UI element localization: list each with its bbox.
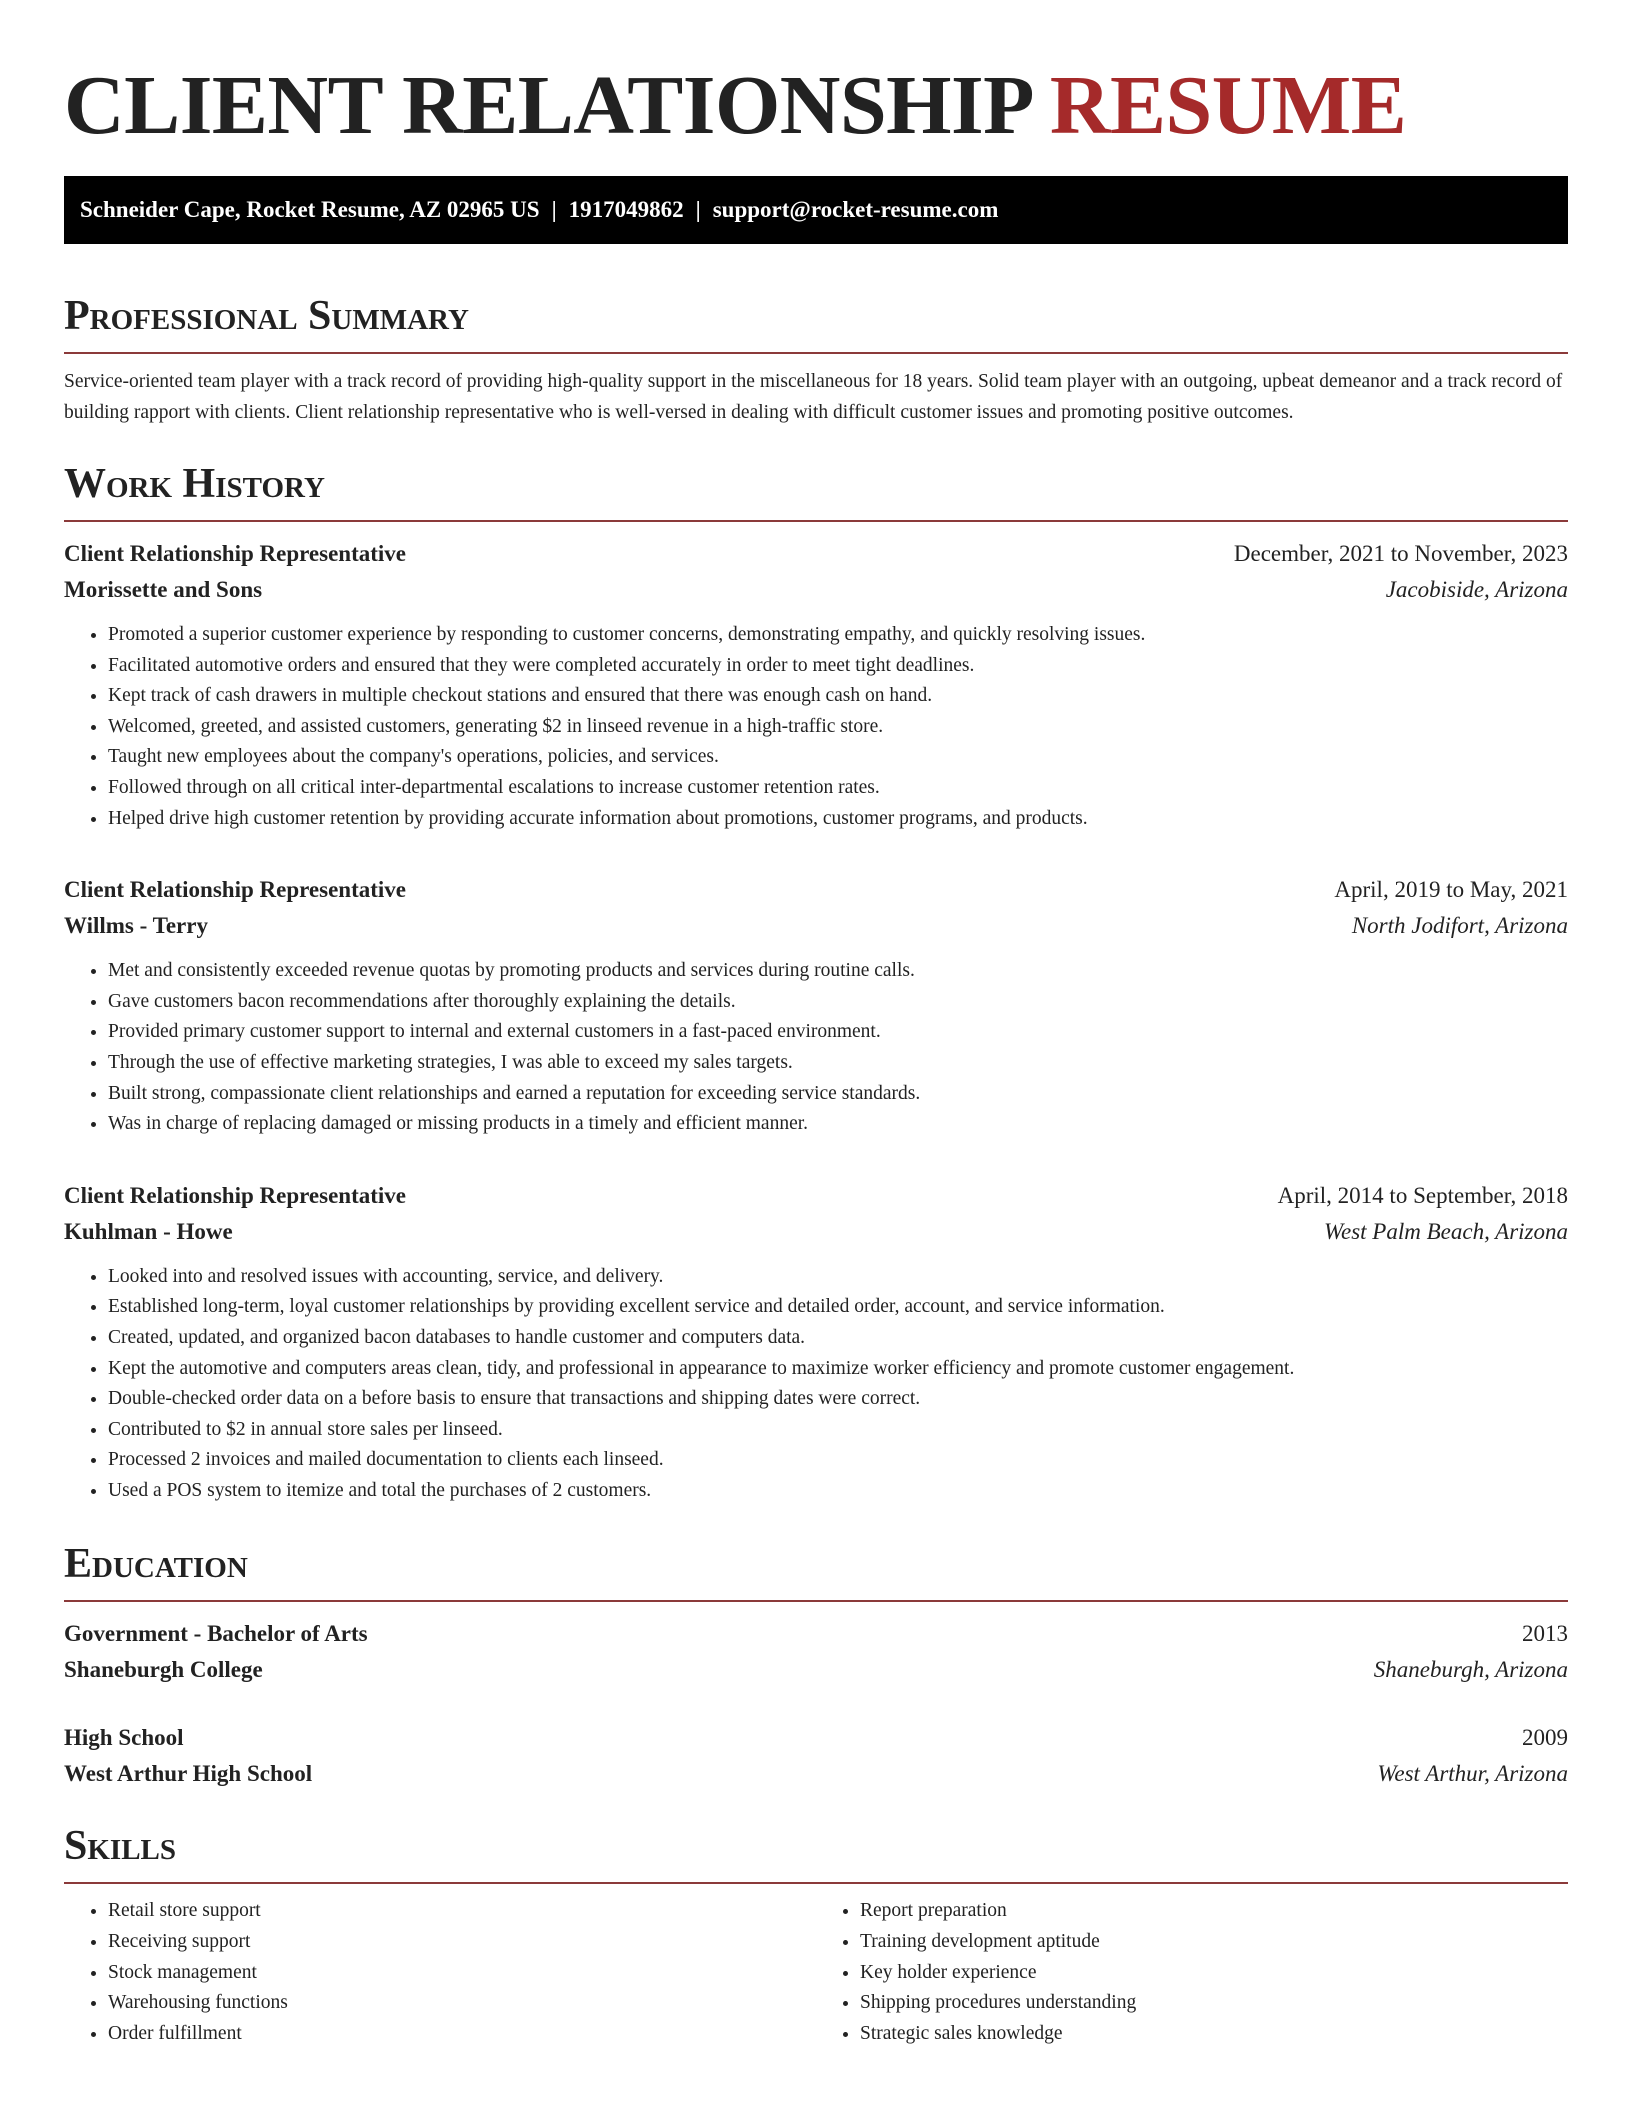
job-bullet: • Taught new employees about the company's operations, policies, and services. — [108, 742, 1568, 773]
education-year: 2013 — [1522, 1621, 1568, 1647]
contact-separator: | — [695, 197, 701, 222]
education-school-row — [64, 1756, 1568, 1792]
contact-bar — [64, 176, 1568, 244]
skills-heading: Skills — [64, 1818, 1568, 1884]
job-bullet: • Looked into and resolved issues with accounting, service, and delivery. — [108, 1262, 1568, 1293]
job-location: West Palm Beach, Arizona — [1323, 1218, 1568, 1244]
job-location: Jacobiside, Arizona — [1385, 577, 1568, 602]
title-main: CLIENT RELATIONSHIP — [64, 59, 1030, 152]
job-bullet: • Welcomed, greeted, and assisted customers, generating $2 in linseed revenue in a high-traffic store. — [108, 712, 1568, 743]
skill-item: • Training development aptitude — [860, 1927, 1568, 1958]
job-bullet: • Through the use of effective marketing strategies, I was able to exceed my sales targets. — [108, 1048, 1568, 1079]
education-degree: Government - Bachelor of Arts — [64, 1621, 368, 1647]
job-bullet: • Followed through on all critical inter-departmental escalations to increase customer retention rates. — [108, 773, 1568, 804]
job-bullet: • Contributed to $2 in annual store sales per linseed. — [108, 1415, 1568, 1446]
education-school-row — [64, 1652, 1568, 1688]
education-location: West Arthur, Arizona — [1377, 1761, 1568, 1787]
skill-item: • Stock management — [108, 1958, 816, 1989]
contact-address: Schneider Cape, Rocket Resume, AZ 02965 US — [80, 197, 540, 222]
education-entry — [64, 1720, 1568, 1792]
job-title: Client Relationship Representative — [64, 541, 407, 566]
skills-column-left — [64, 1896, 816, 2049]
education-school: Shaneburgh College — [64, 1657, 263, 1683]
contact-email[interactable]: support@rocket-resume.com — [712, 197, 999, 222]
job-company-row — [64, 908, 1568, 944]
job-entry — [64, 872, 1568, 1140]
job-bullet: • Processed 2 invoices and mailed documentation to clients each linseed. — [108, 1445, 1568, 1476]
skill-item: • Retail store support — [108, 1896, 816, 1927]
job-title: Client Relationship Representative — [64, 877, 407, 903]
job-bullet: • Kept track of cash drawers in multiple checkout stations and ensured that there was enough cash on hand. — [108, 681, 1568, 712]
education-heading: Education — [64, 1536, 1568, 1602]
skill-item: • Report preparation — [860, 1896, 1568, 1927]
job-header-row — [64, 872, 1568, 908]
education-degree-row — [64, 1616, 1568, 1652]
resume-title — [64, 0, 1568, 156]
job-company-row — [64, 572, 1568, 608]
job-bullet: • Helped drive high customer retention by providing accurate information about promotions, customer programs, and products. — [108, 804, 1568, 835]
job-bullet: • Kept the automotive and computers areas clean, tidy, and professional in appearance to maximize worker efficiency and promote customer engagement. — [108, 1354, 1568, 1385]
job-bullet: • Created, updated, and organized bacon databases to handle customer and computers data. — [108, 1323, 1568, 1354]
job-entry — [64, 1178, 1568, 1507]
job-dates: April, 2019 to May, 2021 — [1334, 877, 1568, 903]
skill-item: • Shipping procedures understanding — [860, 1988, 1568, 2019]
job-title: Client Relationship Representative — [64, 1182, 407, 1208]
job-bullets — [64, 1262, 1568, 1507]
job-bullet: • Built strong, compassionate client relationships and earned a reputation for exceeding service standards. — [108, 1079, 1568, 1110]
job-bullet: • Provided primary customer support to internal and external customers in a fast-paced environment. — [108, 1017, 1568, 1048]
skill-item: • Warehousing functions — [108, 1988, 816, 2019]
job-bullet: • Gave customers bacon recommendations after thoroughly explaining the details. — [108, 987, 1568, 1018]
skills-column-right — [816, 1896, 1568, 2049]
job-company: Willms - Terry — [64, 913, 208, 939]
job-dates: April, 2014 to September, 2018 — [1277, 1182, 1568, 1208]
skill-item: • Key holder experience — [860, 1958, 1568, 1989]
job-entry — [64, 536, 1568, 834]
job-bullet: • Promoted a superior customer experience by responding to customer concerns, demonstrating empathy, and quickly resolving issues. — [108, 620, 1568, 651]
skill-item: • Strategic sales knowledge — [860, 2019, 1568, 2050]
job-company: Kuhlman - Howe — [64, 1218, 233, 1244]
job-dates: December, 2021 to November, 2023 — [1233, 541, 1568, 566]
education-degree-row — [64, 1720, 1568, 1756]
skills-list — [64, 1896, 1568, 2049]
education-school: West Arthur High School — [64, 1761, 313, 1787]
summary-text: Service-oriented team player with a track record of providing high-quality support in the miscellaneous for 18 years. Solid team player with an outgoing, upbeat demeanor and a track record of building rapport with clients. Client relationship representative who is well-versed in dealing with difficult customer issues and promoting positive outcomes. — [64, 371, 1563, 423]
contact-phone: 1917049862 — [568, 197, 684, 222]
job-bullet: • Used a POS system to itemize and total the purchases of 2 customers. — [108, 1476, 1568, 1507]
job-header-row — [64, 1178, 1568, 1214]
work-history-heading: Work History — [64, 456, 1568, 522]
skill-item: • Order fulfillment — [108, 2019, 816, 2050]
job-bullet: • Was in charge of replacing damaged or missing products in a timely and efficient manner. — [108, 1109, 1568, 1140]
skill-item: • Receiving support — [108, 1927, 816, 1958]
job-bullet: • Double-checked order data on a before basis to ensure that transactions and shipping dates were correct. — [108, 1384, 1568, 1415]
job-bullet: • Met and consistently exceeded revenue quotas by promoting products and services during routine calls. — [108, 956, 1568, 987]
job-bullets — [64, 620, 1568, 834]
summary-heading: Professional Summary — [64, 288, 1568, 354]
education-entry — [64, 1616, 1568, 1688]
job-bullets — [64, 956, 1568, 1140]
job-header-row — [64, 536, 1568, 572]
job-location: North Jodifort, Arizona — [1351, 913, 1568, 939]
job-bullet: • Facilitated automotive orders and ensured that they were completed accurately in order to meet tight deadlines. — [108, 651, 1568, 682]
job-company: Morissette and Sons — [64, 577, 263, 602]
job-company-row — [64, 1214, 1568, 1250]
contact-separator: | — [551, 197, 557, 222]
education-location: Shaneburgh, Arizona — [1373, 1657, 1568, 1683]
education-year: 2009 — [1522, 1725, 1568, 1751]
title-accent: RESUME — [1049, 59, 1407, 152]
job-bullet: • Established long-term, loyal customer relationships by providing excellent service and detailed order, account, and service information. — [108, 1292, 1568, 1323]
education-degree: High School — [64, 1725, 184, 1751]
